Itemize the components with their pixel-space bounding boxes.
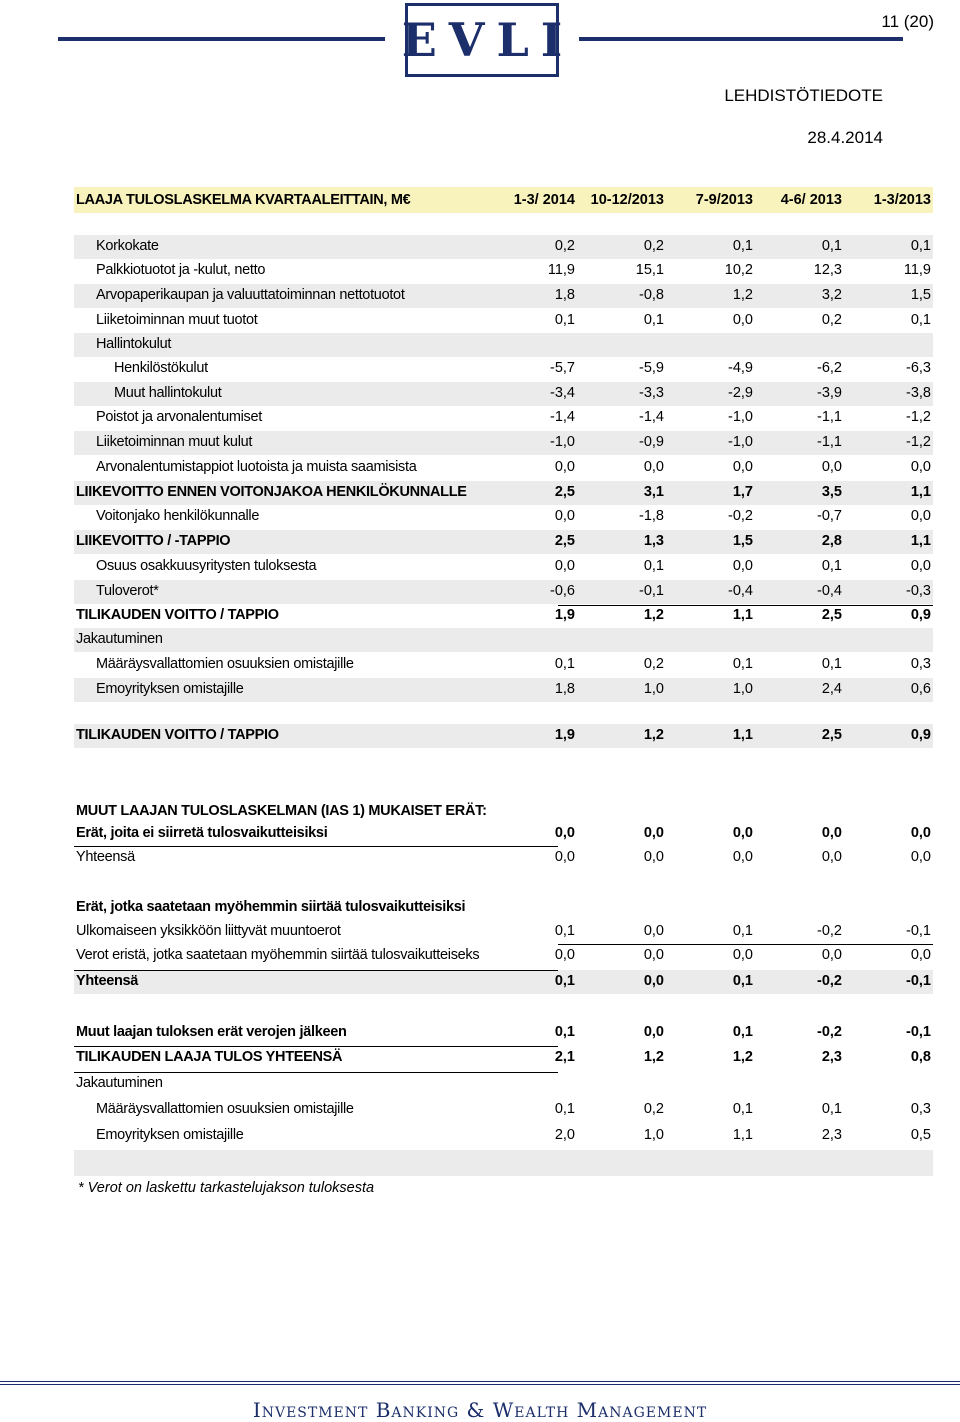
row-label: Hallintokulut (96, 336, 172, 352)
row-value: 11,9 (903, 262, 931, 278)
row-label: Voitonjako henkilökunnalle (96, 508, 260, 524)
table-row (74, 481, 933, 505)
table-rule (74, 846, 558, 847)
row-value: 0,1 (821, 558, 842, 574)
row-value: -0,2 (817, 923, 842, 939)
row-value: -0,2 (817, 973, 842, 989)
row-value: 0,8 (910, 1049, 931, 1065)
row-value: -0,6 (550, 583, 575, 599)
row-value: 2,8 (821, 533, 842, 549)
row-value: 1,9 (554, 727, 575, 743)
table-row (74, 555, 933, 579)
row-value: 1,1 (910, 533, 931, 549)
table-row (74, 309, 933, 333)
row-label: Määräysvallattomien osuuksien omistajille (96, 1101, 354, 1117)
table-rule (74, 1046, 558, 1047)
row-value: -4,9 (728, 360, 753, 376)
table-row (74, 678, 933, 702)
row-value: -3,9 (817, 385, 842, 401)
row-value: -3,4 (550, 385, 575, 401)
row-value: 0,3 (910, 1101, 931, 1117)
row-value: 0,0 (821, 849, 842, 865)
document-type: LEHDISTÖTIEDOTE (724, 86, 883, 105)
row-value: 0,1 (732, 656, 753, 672)
row-value: 2,5 (554, 484, 575, 500)
row-value: 1,0 (732, 681, 753, 697)
row-value: 0,0 (910, 558, 931, 574)
row-value: 15,1 (635, 262, 664, 278)
row-value: 11,9 (547, 262, 575, 278)
row-label: MUUT LAAJAN TULOSLASKELMAN (IAS 1) MUKAISET ERÄT: (76, 803, 487, 819)
row-value: 0,0 (732, 825, 753, 841)
row-value: 2,5 (554, 533, 575, 549)
row-value: 0,1 (554, 923, 575, 939)
row-value: 0,0 (643, 1024, 664, 1040)
row-value: 0,0 (732, 558, 753, 574)
row-value: 0,0 (732, 947, 753, 963)
row-value: 1,8 (554, 681, 575, 697)
row-value: 1,1 (732, 727, 753, 743)
table-row (74, 846, 933, 870)
row-label: Yhteensä (76, 849, 135, 865)
row-value: 1-3/ 2014 (513, 192, 575, 208)
row-value: 1,2 (732, 287, 753, 303)
row-value: 0,0 (732, 459, 753, 475)
row-label: LAAJA TULOSLASKELMA KVARTAALEITTAIN, M€ (76, 192, 411, 208)
row-label: Verot eristä, jotka saatetaan myöhemmin siirtää tulosvaikutteiseks (76, 947, 480, 963)
row-value: 1,8 (554, 287, 575, 303)
table-row (74, 1072, 933, 1096)
row-value: 2,3 (821, 1127, 842, 1143)
row-value: 1,2 (643, 727, 664, 743)
row-value: 0,0 (732, 849, 753, 865)
row-value: -3,3 (639, 385, 664, 401)
row-label: Ulkomaiseen yksikköön liittyvät muuntoerot (76, 923, 341, 939)
row-value: 0,0 (643, 947, 664, 963)
row-value: 1,1 (732, 607, 753, 623)
row-value: 0,1 (732, 1101, 753, 1117)
row-value: -3,8 (906, 385, 931, 401)
row-label: Korkokate (96, 238, 159, 254)
row-label: Muut hallintokulut (114, 385, 222, 401)
row-value: 0,1 (554, 1024, 575, 1040)
row-value: 0,0 (910, 825, 931, 841)
row-value: 0,6 (910, 681, 931, 697)
row-value: -0,1 (906, 973, 931, 989)
row-label: Arvopaperikaupan ja valuuttatoiminnan nettotuotot (96, 287, 405, 303)
row-label: LIIKEVOITTO ENNEN VOITONJAKOA HENKILÖKUNNALLE (76, 484, 467, 500)
row-value: 4-6/ 2013 (780, 192, 842, 208)
table-row (74, 653, 933, 677)
row-value: -1,0 (728, 434, 753, 450)
table-row (74, 235, 933, 259)
row-value: 2,0 (554, 1127, 575, 1143)
table-row (74, 1046, 933, 1070)
row-value: 1,5 (910, 287, 931, 303)
row-label: Emoyrityksen omistajille (96, 681, 244, 697)
row-value: -5,7 (550, 360, 575, 376)
row-value: 1,0 (643, 681, 664, 697)
table-rule (74, 970, 558, 971)
footer-rule-2 (0, 1384, 960, 1385)
row-label: Palkkiotuotot ja -kulut, netto (96, 262, 266, 278)
table-row (74, 456, 933, 480)
row-value: 0,5 (910, 1127, 931, 1143)
table-row (74, 505, 933, 529)
table-row (74, 896, 933, 920)
table-rule (558, 605, 933, 606)
row-label: TILIKAUDEN LAAJA TULOS YHTEENSÄ (76, 1049, 343, 1065)
row-value: 0,0 (910, 508, 931, 524)
row-label: Arvonalentumistappiot luotoista ja muista saamisista (96, 459, 417, 475)
row-value: 0,0 (643, 825, 664, 841)
row-value: 1,2 (643, 1049, 664, 1065)
row-value: 0,3 (910, 656, 931, 672)
row-value: 2,1 (554, 1049, 575, 1065)
row-label: TILIKAUDEN VOITTO / TAPPIO (76, 607, 279, 623)
row-value: 0,0 (643, 459, 664, 475)
row-value: 0,2 (643, 238, 664, 254)
row-value: 0,0 (910, 459, 931, 475)
row-value: -1,8 (639, 508, 664, 524)
row-value: 0,1 (821, 1101, 842, 1117)
footer-tagline: Investment Banking & Wealth Management (252, 1398, 708, 1422)
row-value: 0,0 (910, 947, 931, 963)
row-label: Yhteensä (76, 973, 139, 989)
table-row (74, 333, 933, 357)
table-rule (74, 1072, 558, 1073)
row-value: 0,0 (554, 508, 575, 524)
row-value: 10,2 (724, 262, 753, 278)
row-label: Liiketoiminnan muut kulut (96, 434, 253, 450)
row-value: 0,0 (554, 947, 575, 963)
row-label: TILIKAUDEN VOITTO / TAPPIO (76, 727, 279, 743)
row-value: -0,1 (639, 583, 664, 599)
row-value: 0,1 (643, 312, 664, 328)
table-row (74, 1124, 933, 1148)
row-value: -0,4 (817, 583, 842, 599)
row-value: -0,8 (639, 287, 664, 303)
row-value: 2,4 (821, 681, 842, 697)
row-value: 0,1 (554, 312, 575, 328)
row-value: -1,1 (817, 434, 842, 450)
row-label: Liiketoiminnan muut tuotot (96, 312, 258, 328)
row-value: 0,0 (554, 849, 575, 865)
row-value: 0,1 (910, 238, 931, 254)
row-value: 0,1 (554, 1101, 575, 1117)
row-value: 0,0 (554, 558, 575, 574)
row-value: -2,9 (728, 385, 753, 401)
table-row (74, 580, 933, 604)
row-value: 0,0 (643, 849, 664, 865)
row-value: -1,4 (550, 409, 575, 425)
table-row (74, 284, 933, 308)
row-label: Osuus osakkuusyritysten tuloksesta (96, 558, 317, 574)
row-value: 3,5 (821, 484, 842, 500)
row-label: Emoyrityksen omistajille (96, 1127, 244, 1143)
row-value: -0,9 (639, 434, 664, 450)
row-value: -1,0 (550, 434, 575, 450)
row-label: Poistot ja arvonalentumiset (96, 409, 262, 425)
table-row (74, 530, 933, 554)
row-value: 1,9 (554, 607, 575, 623)
row-value: 0,0 (821, 825, 842, 841)
row-value: 10-12/2013 (590, 192, 664, 208)
row-value: 1,1 (732, 1127, 753, 1143)
row-value: -0,2 (817, 1024, 842, 1040)
row-value: 0,2 (643, 656, 664, 672)
row-value: -0,1 (906, 923, 931, 939)
row-label: Muut laajan tuloksen erät verojen jälkeen (76, 1024, 347, 1040)
row-value: 1,3 (643, 533, 664, 549)
logo-text: EVLI (401, 13, 575, 67)
page-number: 11 (20) (881, 12, 934, 31)
table-row (74, 382, 933, 406)
row-value: -6,3 (906, 360, 931, 376)
row-value: 1,5 (732, 533, 753, 549)
table-row (74, 822, 933, 846)
row-value: 1,0 (643, 1127, 664, 1143)
row-value: 1,1 (910, 484, 931, 500)
table-row (74, 406, 933, 430)
table-row (74, 1098, 933, 1122)
row-value: -0,4 (728, 583, 753, 599)
table-row (74, 1021, 933, 1045)
row-value: 7-9/2013 (695, 192, 753, 208)
row-label: Määräysvallattomien osuuksien omistajille (96, 656, 354, 672)
table-header-row (74, 187, 933, 213)
row-value: -1,1 (817, 409, 842, 425)
row-value: 0,0 (554, 825, 575, 841)
table-row (74, 920, 933, 944)
table-row (74, 944, 933, 968)
table-row (74, 604, 933, 628)
row-value: 0,2 (554, 238, 575, 254)
document-date: 28.4.2014 (807, 128, 883, 147)
row-value: 1,7 (732, 484, 753, 500)
row-label: Jakautuminen (76, 631, 163, 647)
row-value: 0,0 (643, 973, 664, 989)
row-label: Henkilöstökulut (114, 360, 208, 376)
row-value: -1,4 (639, 409, 664, 425)
table-row (74, 970, 933, 994)
row-value: 2,3 (821, 1049, 842, 1065)
row-value: 0,1 (910, 312, 931, 328)
row-label: Tuloverot* (96, 583, 159, 599)
row-value: 0,1 (732, 1024, 753, 1040)
row-value: -0,3 (906, 583, 931, 599)
row-value: 0,1 (821, 238, 842, 254)
row-value: 1,2 (643, 607, 664, 623)
row-value: -1,2 (906, 409, 931, 425)
row-label: Erät, jotka saatetaan myöhemmin siirtää tulosvaikutteisiksi (76, 899, 466, 915)
row-value: 0,1 (732, 923, 753, 939)
row-label: Jakautuminen (76, 1075, 163, 1091)
footer-rule (0, 1381, 960, 1382)
row-value: 0,9 (910, 607, 931, 623)
row-value: 3,1 (643, 484, 664, 500)
row-value: 1-3/2013 (873, 192, 931, 208)
row-value: 0,2 (821, 312, 842, 328)
row-value: -5,9 (639, 360, 664, 376)
row-value: -0,1 (906, 1024, 931, 1040)
table-rule (558, 944, 933, 945)
shaded-band (74, 1150, 933, 1176)
row-value: 0,1 (554, 973, 575, 989)
row-value: 0,1 (732, 973, 753, 989)
row-value: 0,0 (643, 923, 664, 939)
row-value: -0,7 (817, 508, 842, 524)
row-value: 2,5 (821, 607, 842, 623)
footnote: * Verot on laskettu tarkastelujakson tuloksesta (78, 1180, 375, 1196)
row-value: -6,2 (817, 360, 842, 376)
table-row (74, 259, 933, 283)
row-value: 0,0 (821, 947, 842, 963)
row-value: 2,5 (821, 727, 842, 743)
row-value: 0,2 (643, 1101, 664, 1117)
row-value: 0,1 (643, 558, 664, 574)
row-value: -1,0 (728, 409, 753, 425)
row-value: 0,0 (732, 312, 753, 328)
table-row (74, 724, 933, 748)
table-row (74, 431, 933, 455)
row-value: 12,3 (813, 262, 842, 278)
table-row (74, 628, 933, 652)
table-row (74, 800, 933, 824)
row-label: LIIKEVOITTO / -TAPPIO (76, 533, 231, 549)
row-value: 0,0 (554, 459, 575, 475)
row-value: 1,2 (732, 1049, 753, 1065)
row-label: Erät, joita ei siirretä tulosvaikutteisiksi (76, 825, 328, 841)
row-value: 3,2 (821, 287, 842, 303)
row-value: 0,1 (821, 656, 842, 672)
row-value: 0,1 (554, 656, 575, 672)
row-value: 0,0 (910, 849, 931, 865)
table-row (74, 357, 933, 381)
row-value: 0,1 (732, 238, 753, 254)
row-value: -1,2 (906, 434, 931, 450)
row-value: 0,0 (821, 459, 842, 475)
row-value: 0,9 (910, 727, 931, 743)
row-value: -0,2 (728, 508, 753, 524)
